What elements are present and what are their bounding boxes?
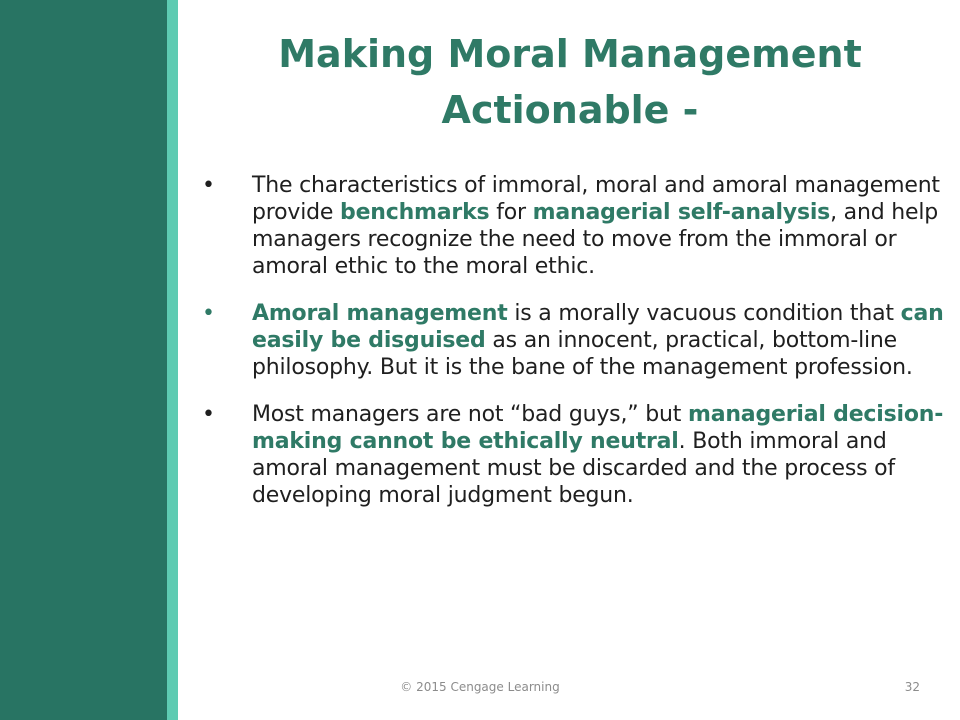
footer-copyright: © 2015 Cengage Learning [400, 680, 560, 694]
bullet-text: , and help managers recognize the need to move from the immoral or amoral ethic to the moral ethic. [252, 200, 939, 279]
highlight-text: Amoral management [252, 301, 508, 326]
bullet-text: . Both immoral and amoral management must be discarded and the process of developing moral judgment begun. [252, 429, 895, 508]
bullet-dot: • [202, 301, 215, 326]
slide-title: Making Moral Management Actionable - [278, 32, 862, 132]
highlight-text: can easily be disguised [252, 301, 944, 353]
bullet-text: is a morally vacuous condition that [507, 301, 901, 326]
bullet-text: for [489, 200, 533, 225]
bullet-text: The characteristics of immoral, moral and amoral management provide [252, 173, 940, 225]
sidebar-light-band [167, 0, 178, 720]
bullet-item-2 [200, 300, 952, 381]
highlight-text: managerial self-analysis [532, 200, 831, 225]
bullet-text: as an innocent, practical, bottom-line philosophy. But it is the bane of the management profession. [252, 328, 913, 380]
bullet-dot: • [202, 173, 215, 198]
bullet-dot: • [202, 402, 215, 427]
page-number: 32 [904, 680, 920, 694]
sidebar-dark-band [0, 0, 167, 720]
bullet-item-3 [200, 401, 952, 509]
bullet-text: Most managers are not “bad guys,” but [252, 402, 688, 427]
bullet-item-1 [200, 172, 952, 280]
highlight-text: benchmarks [340, 200, 490, 225]
bullet-list [200, 172, 952, 529]
highlight-text: managerial decision-making cannot be ethically neutral [252, 402, 944, 454]
